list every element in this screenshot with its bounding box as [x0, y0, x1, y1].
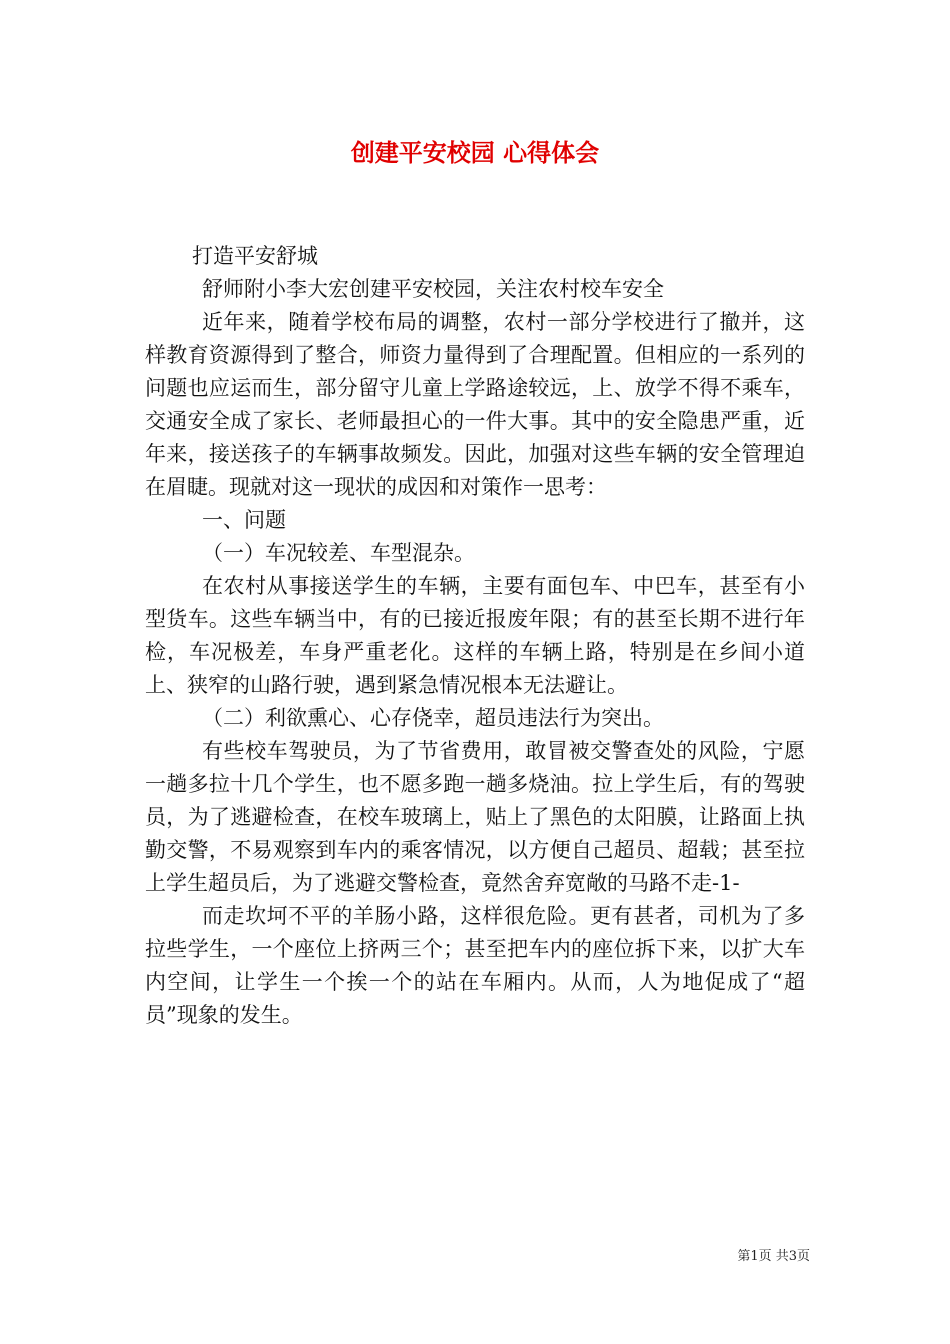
paragraph-heading-city: 打造平安舒城	[192, 244, 318, 268]
paragraph-body-3: 而走坎坷不平的羊肠小路，这样很危险。更有甚者，司机为了多拉些学生，一个座位上挤两三个；甚至把车内的座位拆下来，以扩大车内空间，让学生一个挨一个的站在车厢内。从而，人为地促成了“超员”现象的发生。	[145, 904, 805, 1027]
paragraph-author-line: 舒师附小李大宏创建平安校园，关注农村校车安全	[202, 277, 664, 301]
page-number-footer: 第1页 共3页	[737, 1249, 810, 1264]
paragraph-subsection-2: （二）利欲熏心、心存侥幸，超员违法行为突出。	[202, 706, 664, 730]
paragraph-section-problem: 一、问题	[202, 508, 286, 532]
page-title: 创建平安校园 心得体会	[350, 138, 600, 167]
paragraph-subsection-1: （一）车况较差、车型混杂。	[202, 541, 475, 565]
paragraph-body-1: 在农村从事接送学生的车辆，主要有面包车、中巴车，甚至有小型货车。这些车辆当中，有的已接近报废年限；有的甚至长期不进行年检，车况极差，车身严重老化。这样的车辆上路，特别是在乡间小道上、狭窄的山路行驶，遇到紧急情况根本无法避让。	[145, 574, 805, 697]
paragraph-body-2: 有些校车驾驶员，为了节省费用，敢冒被交警查处的风险，宁愿一趟多拉十几个学生，也不愿多跑一趟多烧油。拉上学生后，有的驾驶员，为了逃避检查，在校车玻璃上，贴上了黑色的太阳膜，让路面上执勤交警，不易观察到车内的乘客情况，以方便自己超员、超载；甚至拉上学生超员后，为了逃避交警检查，竟然舍弃宽敞的马路不走-1-	[145, 739, 805, 895]
document-body	[145, 240, 805, 1032]
paragraph-intro: 近年来，随着学校布局的调整，农村一部分学校进行了撤并，这样教育资源得到了整合，师资力量得到了合理配置。但相应的一系列的问题也应运而生，部分留守儿童上学路途较远，上、放学不得不乘车，交通安全成了家长、老师最担心的一件大事。其中的安全隐患严重，近年来，接送孩子的车辆事故频发。因此，加强对这些车辆的安全管理迫在眉睫。现就对这一现状的成因和对策作一思考：	[145, 310, 805, 499]
